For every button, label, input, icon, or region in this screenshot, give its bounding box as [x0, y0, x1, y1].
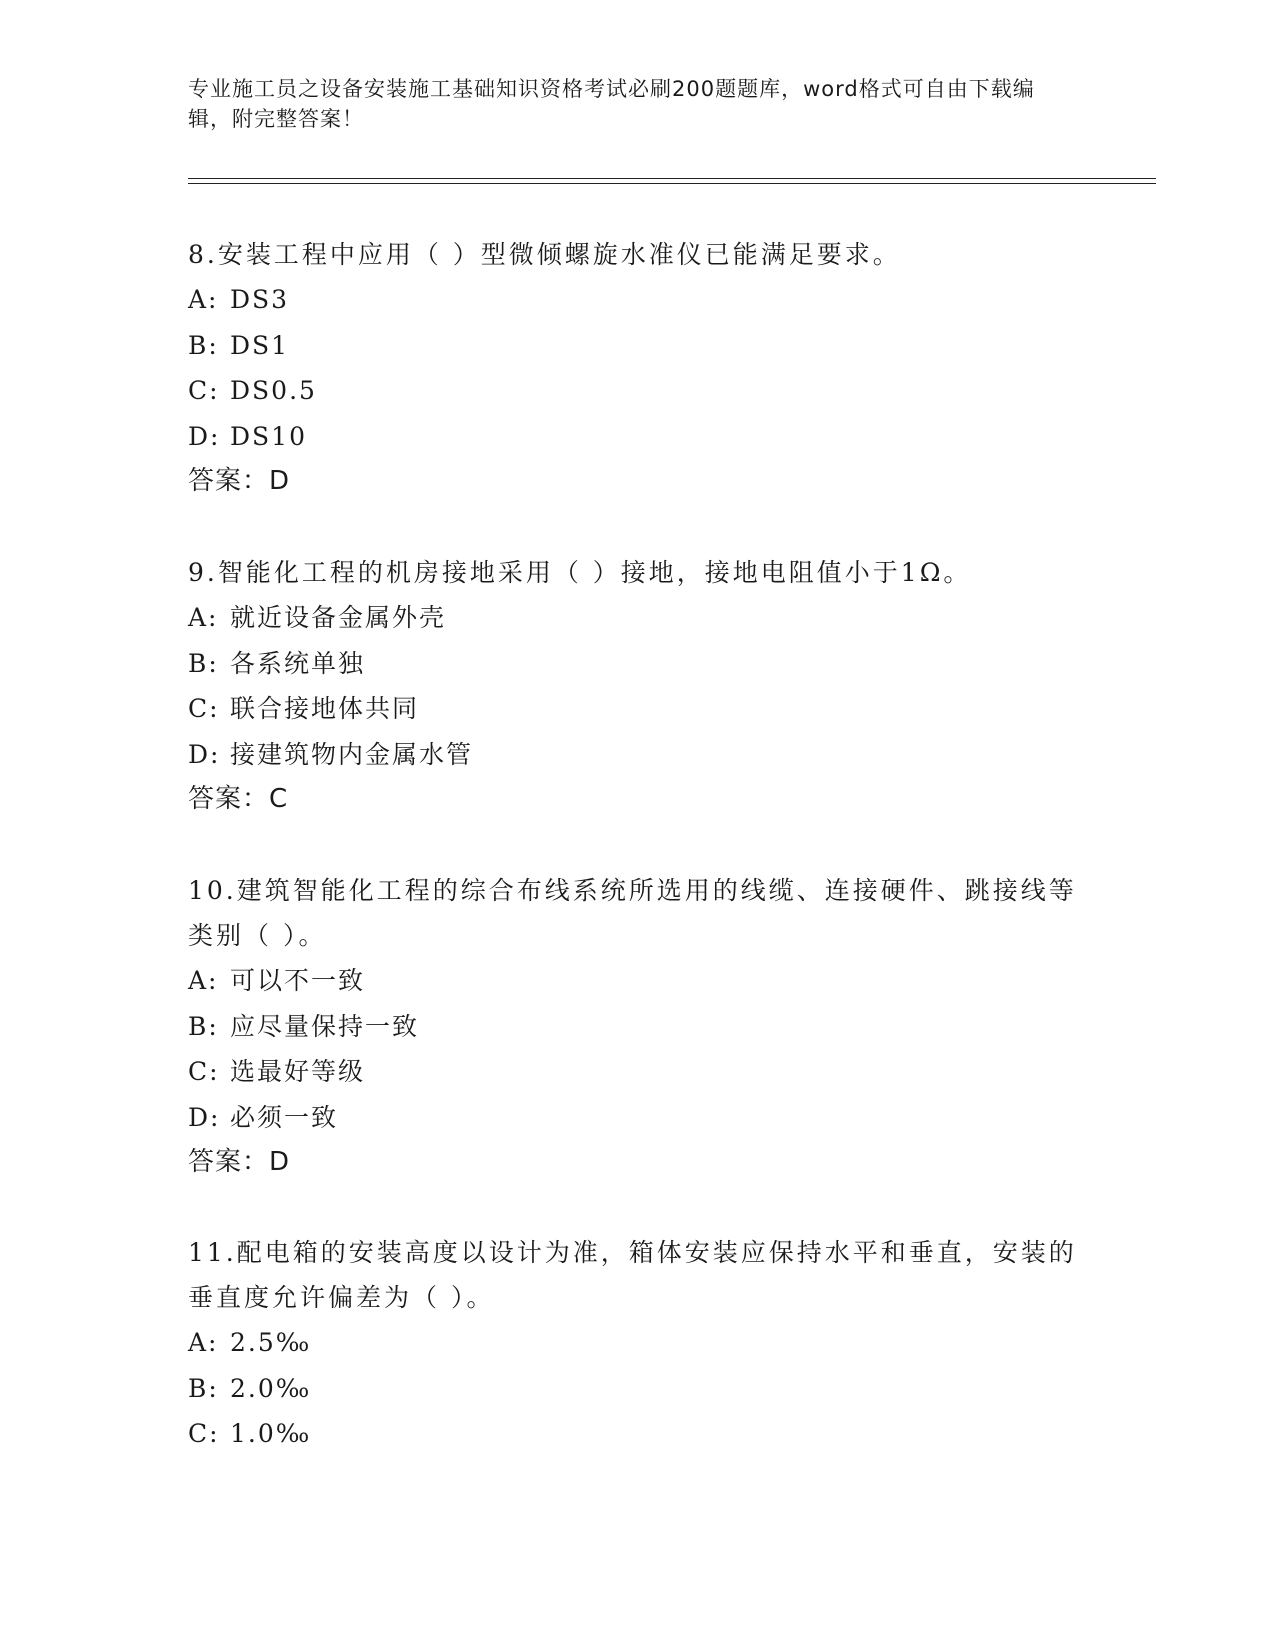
option-letter: B:: [188, 648, 219, 678]
option-text: 必须一致: [230, 1102, 339, 1132]
option-letter: C:: [188, 1419, 220, 1448]
option-b: [188, 323, 1088, 369]
option-letter: B:: [188, 1373, 219, 1403]
option-text: 联合接地体共同: [230, 694, 420, 723]
option-a: [188, 958, 1088, 1004]
question-10: [188, 868, 1088, 1184]
option-text: DS1: [230, 330, 290, 360]
option-text: 1.0‰: [230, 1419, 312, 1448]
option-b: [188, 1004, 1088, 1050]
answer-line: 答案：C: [188, 784, 289, 814]
option-c: [188, 686, 1088, 732]
option-letter: B:: [188, 330, 219, 360]
option-letter: B:: [188, 1011, 219, 1041]
option-letter: A:: [188, 285, 219, 314]
option-letter: C:: [188, 1057, 220, 1086]
document-header: 专业施工员之设备安装施工基础知识资格考试必刷200题题库，word格式可自由下载编辑，附完整答案！: [188, 77, 1035, 131]
answer-line: 答案：D: [188, 466, 291, 496]
option-letter: C:: [188, 694, 220, 723]
option-d: [188, 732, 1088, 778]
option-c: [188, 1049, 1088, 1095]
option-text: 选最好等级: [230, 1057, 366, 1086]
option-text: 2.5‰: [230, 1328, 312, 1357]
option-text: 就近设备金属外壳: [230, 603, 447, 632]
option-text: 2.0‰: [230, 1373, 312, 1403]
header-divider-top: [188, 178, 1156, 179]
option-letter: C:: [188, 376, 220, 405]
question-stem: 10.建筑智能化工程的综合布线系统所选用的线缆、连接硬件、跳接线等类别（ ）。: [188, 876, 1077, 950]
option-a: [188, 277, 1088, 323]
option-letter: D:: [188, 421, 221, 451]
header-divider-bottom: [188, 183, 1156, 184]
option-b: [188, 641, 1088, 687]
option-text: 各系统单独: [230, 648, 366, 678]
option-letter: D:: [188, 1102, 221, 1132]
option-c: [188, 1411, 1088, 1457]
question-8: [188, 232, 1088, 503]
option-letter: A:: [188, 966, 219, 995]
option-text: DS0.5: [230, 376, 317, 405]
option-letter: A:: [188, 1328, 219, 1357]
option-text: 应尽量保持一致: [230, 1011, 420, 1041]
question-stem: 9.智能化工程的机房接地采用（ ）接地，接地电阻值小于1Ω。: [188, 558, 972, 587]
option-letter: A:: [188, 603, 219, 632]
option-letter: D:: [188, 739, 221, 769]
option-text: 可以不一致: [230, 966, 366, 995]
option-b: [188, 1366, 1088, 1412]
answer-line: 答案：D: [188, 1147, 291, 1177]
option-c: [188, 368, 1088, 414]
option-a: [188, 595, 1088, 641]
option-text: 接建筑物内金属水管: [230, 739, 474, 769]
question-11: [188, 1230, 1088, 1457]
option-text: DS3: [230, 285, 290, 314]
option-d: [188, 414, 1088, 460]
question-stem: 11.配电箱的安装高度以设计为准，箱体安装应保持水平和垂直，安装的垂直度允许偏差为（ ）。: [188, 1238, 1077, 1312]
option-d: [188, 1095, 1088, 1141]
question-stem: 8.安装工程中应用（ ）型微倾螺旋水准仪已能满足要求。: [188, 240, 901, 269]
option-text: DS10: [230, 421, 307, 451]
option-a: [188, 1320, 1088, 1366]
question-9: [188, 550, 1088, 821]
